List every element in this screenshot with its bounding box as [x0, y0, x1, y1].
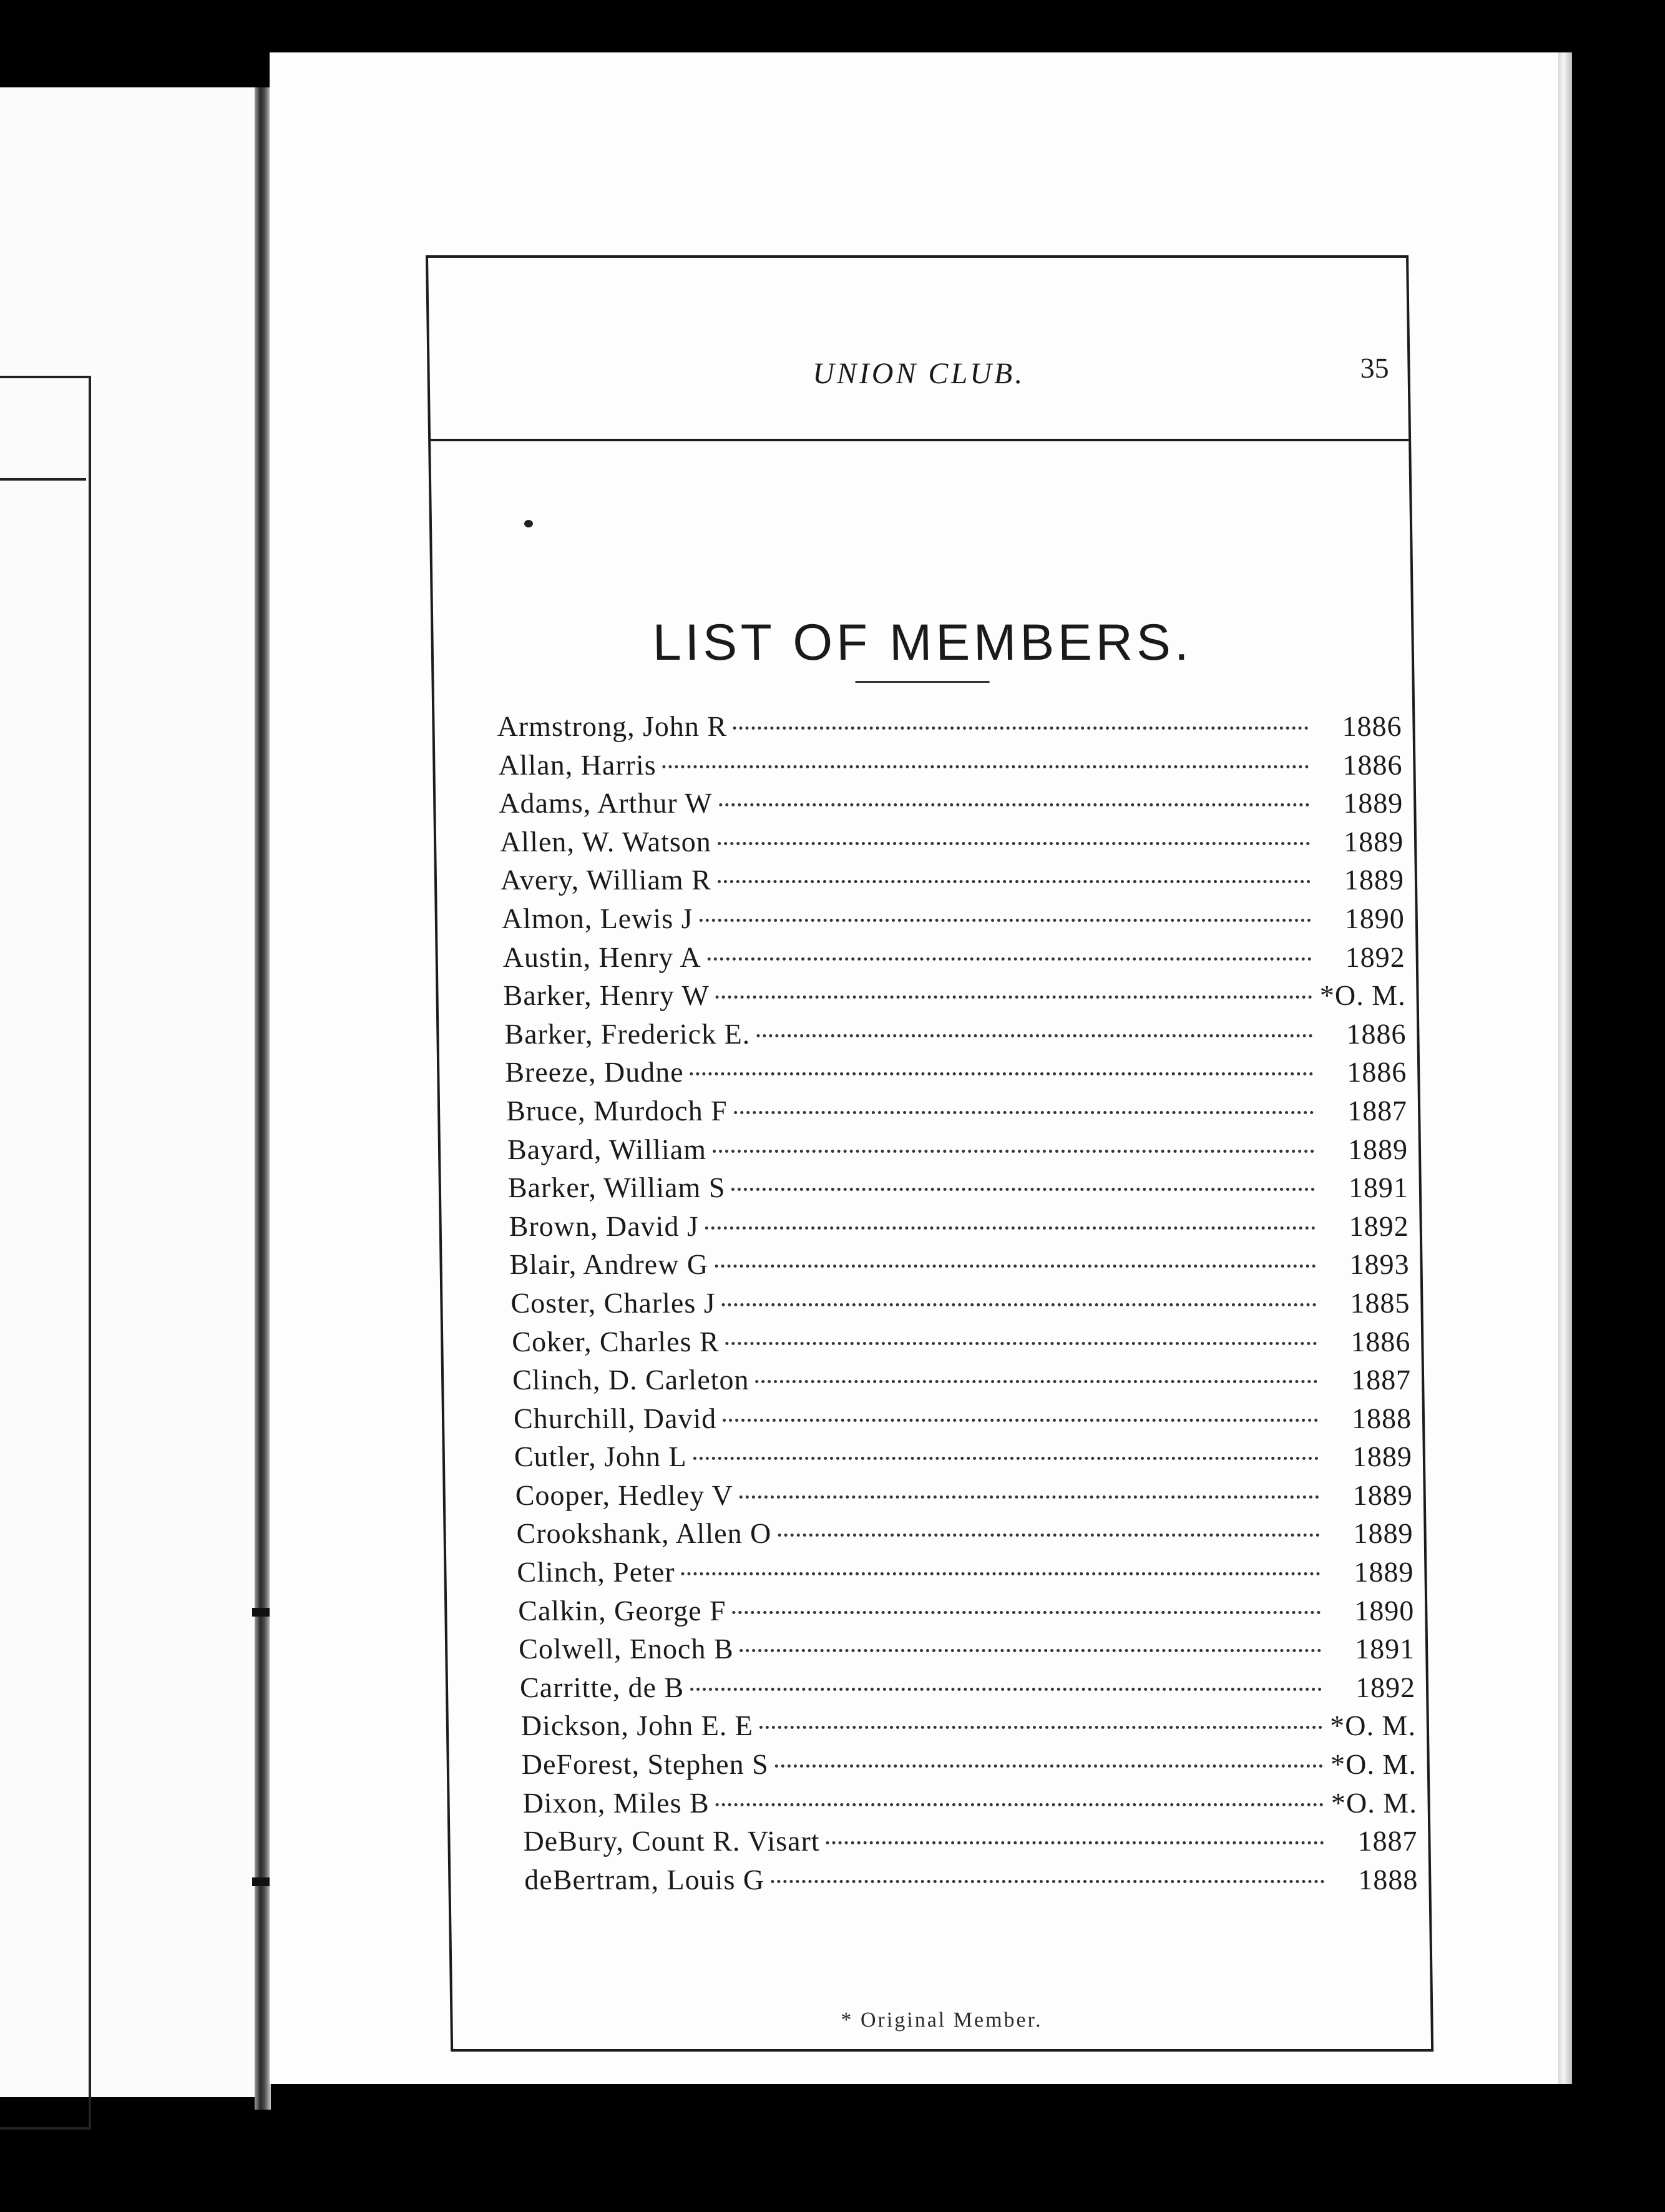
dot-leader: [715, 1265, 1316, 1268]
dot-leader: [693, 1457, 1319, 1460]
dot-leader: [718, 842, 1311, 845]
title-rule: [856, 681, 990, 683]
list-item: [512, 1784, 1417, 1823]
member-name: Avery, William R: [500, 864, 712, 896]
previous-page-header-rule: [0, 478, 86, 481]
member-year: 1886: [1346, 1017, 1407, 1050]
dot-leader: [826, 1841, 1324, 1844]
dot-leader: [775, 1764, 1323, 1768]
list-item: [499, 823, 1404, 861]
dot-leader: [722, 1303, 1317, 1306]
member-year: 1889: [1352, 1441, 1413, 1473]
member-list: [497, 707, 1418, 1899]
member-name: Calkin, George F: [517, 1594, 726, 1627]
member-year: 1889: [1344, 864, 1405, 896]
member-name: DeBury, Count R. Visart: [523, 1825, 820, 1857]
list-item: [505, 1323, 1411, 1361]
member-year: 1886: [1346, 1056, 1407, 1089]
dot-leader: [733, 1611, 1321, 1614]
member-name: Allen, W. Watson: [499, 825, 712, 858]
member-name: Barker, William S: [507, 1172, 726, 1204]
member-name: Adams, Arthur W: [498, 787, 713, 820]
list-item: [507, 1399, 1412, 1438]
member-year: 1885: [1350, 1286, 1410, 1319]
member-name: Crookshank, Allen O: [516, 1517, 772, 1550]
member-name: Bayard, William: [507, 1133, 707, 1165]
dot-leader: [726, 1342, 1317, 1345]
previous-page-frame: [0, 376, 91, 2130]
page-edge: [1558, 52, 1572, 2084]
member-year: 1889: [1353, 1517, 1414, 1550]
member-name: Breeze, Dudne: [504, 1056, 684, 1089]
member-year: 1888: [1351, 1402, 1412, 1434]
list-item: [502, 1092, 1408, 1130]
dot-leader: [690, 1072, 1314, 1075]
previous-page-fragment: [0, 87, 259, 2097]
member-year: 1892: [1349, 1210, 1410, 1242]
member-name: Carritte, de B: [519, 1671, 685, 1703]
member-name: Dixon, Miles B: [522, 1786, 710, 1819]
book-gutter: [255, 87, 271, 2110]
member-year: 1889: [1342, 787, 1404, 820]
dot-leader: [756, 1034, 1312, 1037]
member-name: Dickson, John E. E: [520, 1710, 754, 1742]
member-year: *O. M.: [1330, 1748, 1417, 1781]
dot-leader: [699, 919, 1311, 922]
member-name: Churchill, David: [513, 1402, 717, 1434]
dot-leader: [713, 1150, 1314, 1153]
page: [270, 52, 1558, 2084]
list-item: [501, 1015, 1407, 1054]
list-item: [512, 1822, 1418, 1861]
member-year: 1887: [1357, 1825, 1418, 1857]
dot-leader: [716, 996, 1312, 999]
member-name: Barker, Henry W: [503, 979, 710, 1012]
list-item: [497, 707, 1402, 746]
member-name: DeForest, Stephen S: [521, 1748, 769, 1781]
dot-leader: [740, 1495, 1319, 1499]
list-item: [510, 1668, 1416, 1707]
list-item: [498, 784, 1404, 823]
list-item: [503, 1168, 1409, 1207]
member-year: 1889: [1354, 1556, 1414, 1588]
member-name: Allan, Harris: [498, 748, 657, 781]
member-year: 1889: [1352, 1479, 1414, 1511]
list-item: [497, 746, 1403, 785]
member-year: 1892: [1355, 1671, 1416, 1703]
page-number: 35: [1360, 352, 1389, 384]
list-item: [510, 1630, 1415, 1668]
dot-leader: [733, 727, 1309, 730]
member-year: 1886: [1342, 710, 1402, 742]
dot-leader: [755, 1380, 1317, 1383]
member-name: Blair, Andrew G: [509, 1248, 709, 1281]
member-year: 1889: [1343, 825, 1404, 858]
member-year: 1891: [1348, 1172, 1409, 1204]
list-item: [507, 1437, 1412, 1476]
header-rule: [431, 439, 1409, 441]
dot-leader: [690, 1688, 1322, 1691]
member-year: 1893: [1349, 1248, 1410, 1281]
member-name: Bruce, Murdoch F: [505, 1094, 728, 1127]
member-name: Cutler, John L: [514, 1441, 687, 1473]
list-item: [499, 861, 1405, 899]
member-year: 1889: [1347, 1133, 1409, 1165]
page-title: LIST OF MEMBERS.: [652, 614, 1193, 671]
member-year: 1887: [1347, 1094, 1408, 1127]
member-year: 1886: [1350, 1325, 1411, 1358]
member-name: Cooper, Hedley V: [515, 1479, 734, 1511]
dot-leader: [771, 1880, 1324, 1883]
member-name: Armstrong, John R: [497, 710, 728, 742]
member-year: 1891: [1354, 1633, 1415, 1665]
page-frame: [426, 255, 1433, 2052]
dot-leader: [716, 1803, 1324, 1806]
list-item: [504, 1207, 1409, 1246]
member-name: Almon, Lewis J: [501, 902, 693, 934]
list-item: [504, 1245, 1410, 1284]
list-item: [511, 1745, 1417, 1784]
list-item: [505, 1284, 1410, 1323]
member-name: Coster, Charles J: [510, 1286, 716, 1319]
member-name: Clinch, D. Carleton: [512, 1364, 749, 1396]
member-year: *O. M.: [1329, 1710, 1417, 1742]
member-name: Barker, Frederick E.: [504, 1017, 751, 1050]
member-name: Coker, Charles R: [511, 1325, 720, 1358]
dot-leader: [708, 957, 1312, 961]
dot-leader: [663, 765, 1309, 768]
list-item: [500, 976, 1406, 1015]
list-item: [502, 1053, 1407, 1092]
member-name: deBertram, Louis G: [524, 1863, 765, 1896]
member-year: *O. M.: [1319, 979, 1406, 1012]
member-year: *O. M.: [1331, 1786, 1417, 1819]
dot-leader: [778, 1534, 1319, 1537]
dot-leader: [719, 803, 1310, 806]
dot-leader: [681, 1572, 1321, 1575]
member-year: 1890: [1344, 902, 1405, 934]
list-item: [503, 1130, 1409, 1169]
member-year: 1886: [1342, 748, 1403, 781]
list-item: [508, 1514, 1414, 1553]
dot-leader: [740, 1649, 1322, 1652]
ink-speck: [524, 520, 533, 527]
list-item: [500, 938, 1405, 977]
footnote: * Original Member.: [841, 2009, 1043, 2032]
member-name: Brown, David J: [509, 1210, 700, 1242]
dot-leader: [718, 880, 1311, 883]
list-item: [509, 1553, 1414, 1592]
running-title: UNION CLUB.: [812, 357, 1025, 390]
list-item: [509, 1592, 1415, 1630]
dot-leader: [723, 1419, 1318, 1422]
member-year: 1892: [1345, 941, 1406, 973]
list-item: [513, 1861, 1418, 1899]
member-year: 1890: [1354, 1594, 1415, 1627]
member-name: Clinch, Peter: [517, 1556, 676, 1588]
member-year: 1888: [1357, 1863, 1418, 1896]
member-year: 1887: [1350, 1364, 1412, 1396]
dot-leader: [759, 1726, 1322, 1729]
list-item: [507, 1476, 1413, 1515]
member-name: Austin, Henry A: [502, 941, 701, 973]
list-item: [499, 899, 1405, 938]
list-item: [506, 1361, 1412, 1399]
dot-leader: [731, 1188, 1315, 1191]
member-name: Colwell, Enoch B: [518, 1633, 734, 1665]
dot-leader: [734, 1111, 1314, 1114]
dot-leader: [705, 1226, 1316, 1230]
list-item: [510, 1706, 1416, 1745]
